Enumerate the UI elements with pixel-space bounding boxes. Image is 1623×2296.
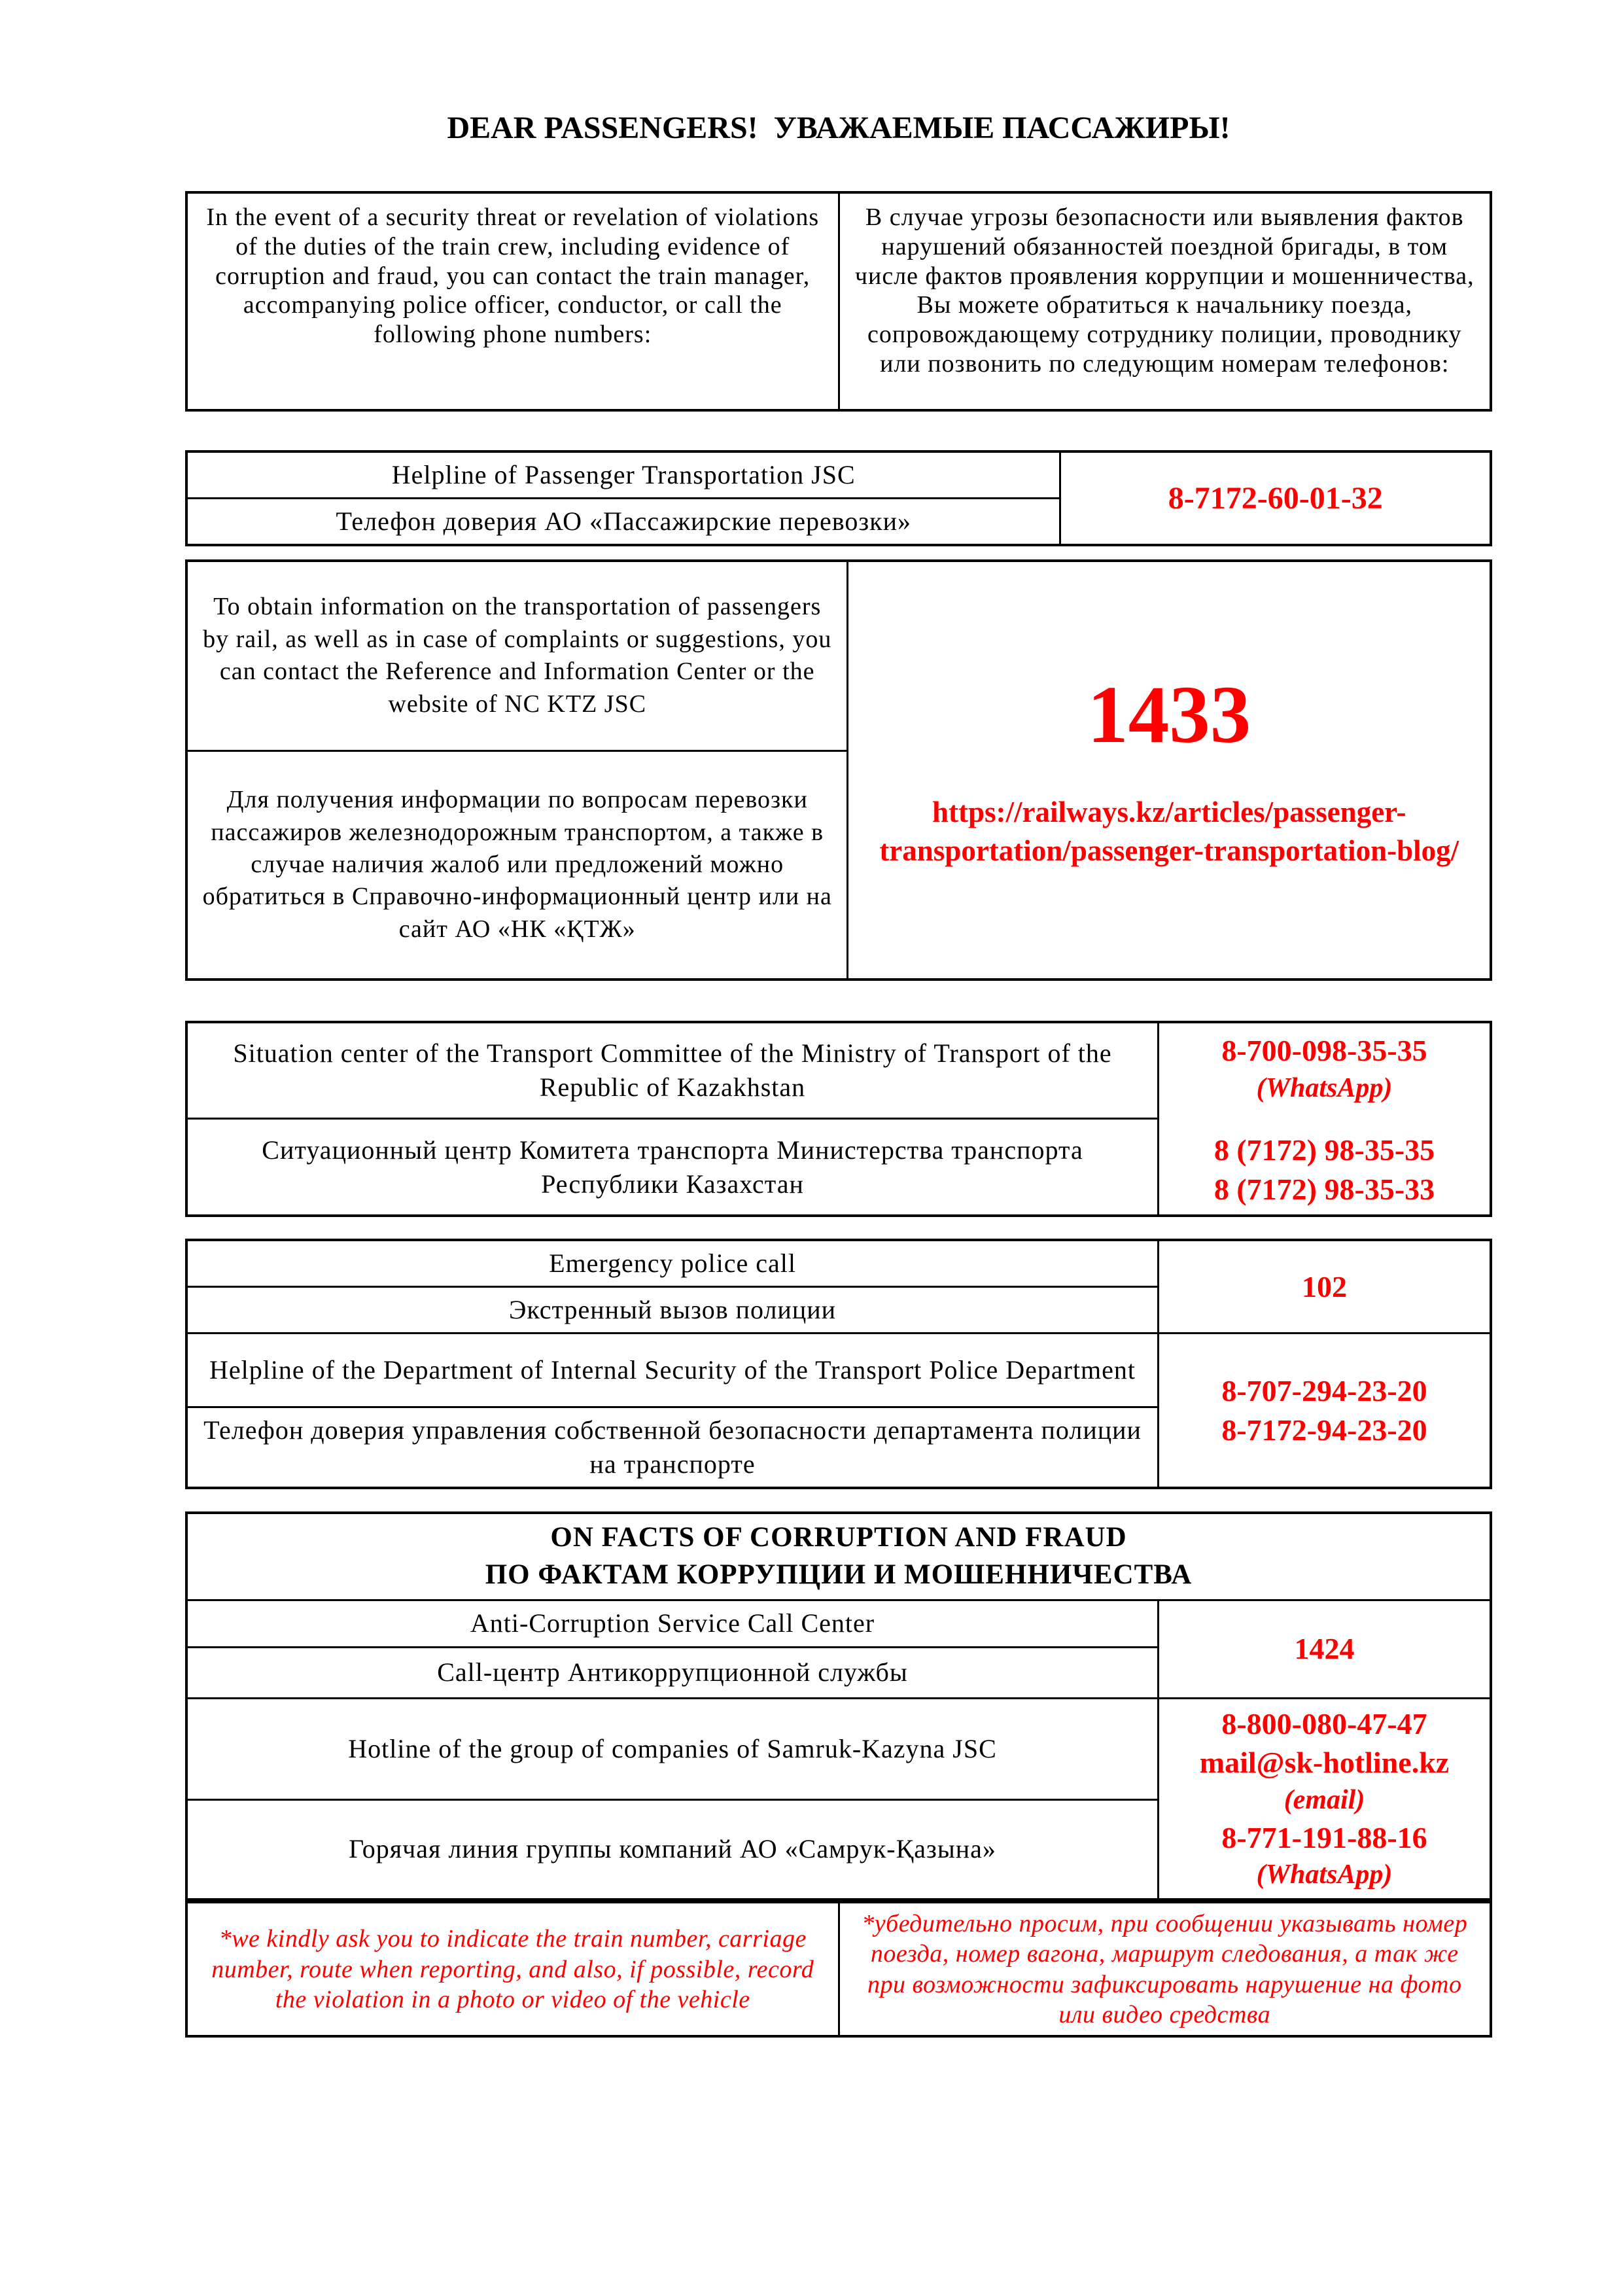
situation-cell-ru xyxy=(186,1119,1159,1216)
police-helpline-phones-cell xyxy=(1159,1333,1491,1489)
samruk-whatsapp-caption: (WhatsApp) xyxy=(1256,1860,1393,1890)
samruk-hotline-cell-en xyxy=(186,1698,1159,1799)
footnote-text-en: *we kindly ask you to indicate the train number, carriage number, route when reporting, and also, if possible, record the violation in a photo or video of the vehicle xyxy=(211,1925,814,2013)
info-text-en: To obtain information on the transportation of passengers by rail, as well as in case of complaints or suggestions, you can contact the Reference and Information Center or the website of NC KTZ JSC xyxy=(203,593,832,718)
anticorruption-cell-ru xyxy=(186,1647,1159,1698)
footnote-text-ru: *убедительно просим, при сообщении указывать номер поезда, номер вагона, маршрут следования, а так же при возможности зафиксировать нарушение на фото или видео средства xyxy=(862,1910,1468,2029)
helpline-label-ru: Телефон доверия АО «Пассажирские перевозки» xyxy=(336,506,911,536)
footnote-cell-en xyxy=(186,1902,839,2036)
police-helpline-phone-1: 8-707-294-23-20 xyxy=(1221,1373,1427,1407)
samruk-whatsapp-phone: 8-771-191-88-16 xyxy=(1221,1820,1427,1854)
situation-phone-3: 8 (7172) 98-35-33 xyxy=(1213,1173,1435,1207)
helpline-cell-en xyxy=(186,451,1060,499)
anticorruption-row-en xyxy=(186,1600,1491,1647)
anticorruption-label-ru: Call-центр Антикоррупционной службы xyxy=(437,1657,908,1687)
police-helpline-label-ru: Телефон доверия управления собственной безопасности департамента полиции на транспорте xyxy=(203,1415,1142,1479)
samruk-hotline-label-ru: Горячая линия группы компаний АО «Самрук-Қазына» xyxy=(349,1834,996,1864)
helpline-cell-ru xyxy=(186,499,1060,546)
footnote-table xyxy=(185,1901,1492,2038)
anticorruption-phone: 1424 xyxy=(1294,1632,1355,1666)
police-table xyxy=(185,1239,1492,1489)
corruption-table xyxy=(185,1511,1492,1901)
samruk-contacts-cell xyxy=(1159,1698,1491,1899)
samruk-email: mail@sk-hotline.kz xyxy=(1199,1746,1450,1780)
info-url: https://railways.kz/articles/passenger-transportation/passenger-transportation-blog/ xyxy=(879,796,1459,867)
situation-label-ru: Ситуационный центр Комитета транспорта Министерства транспорта Республики Казахстан xyxy=(262,1135,1083,1199)
emergency-phone-cell xyxy=(1159,1240,1491,1333)
police-helpline-phone-2: 8-7172-94-23-20 xyxy=(1221,1413,1427,1447)
situation-phones-cell xyxy=(1159,1022,1491,1216)
helpline-row-en xyxy=(186,451,1491,499)
info-contact-cell xyxy=(848,561,1491,980)
intro-text-en: In the event of a security threat or revelation of violations of the duties of the train crew, including evidence of corruption and fraud, you can contact the train manager, accompanying police officer, conductor, or call the following phone numbers: xyxy=(206,203,820,349)
intro-text-ru: В случае угрозы безопасности или выявления фактов нарушений обязанностей поездной бригады, в том числе фактов проявления коррупции и мошенничества, Вы можете обратиться к начальнику поезда, сопровождающему сотруднику полиции, проводнику или позвонить по следующим номерам телефонов: xyxy=(854,203,1475,378)
corruption-header-cell xyxy=(186,1513,1491,1600)
samruk-hotline-label-en: Hotline of the group of companies of Samruk-Kazyna JSC xyxy=(348,1733,997,1763)
emergency-label-en: Emergency police call xyxy=(549,1248,796,1278)
situation-row-en xyxy=(186,1022,1491,1119)
info-text-ru: Для получения информации по вопросам перевозки пассажиров железнодорожным транспортом, а также в случае наличия жалоб или предложений можно обратиться в Справочно-информационный центр или на сайт АО «НК «ҚТЖ» xyxy=(202,786,832,943)
situation-cell-en xyxy=(186,1022,1159,1119)
info-row-en xyxy=(186,561,1491,751)
situation-phone-whatsapp: 8-700-098-35-35 xyxy=(1221,1034,1427,1067)
anticorruption-cell-en xyxy=(186,1600,1159,1647)
police-helpline-cell-ru xyxy=(186,1407,1159,1489)
anticorruption-phone-cell xyxy=(1159,1600,1491,1698)
emergency-label-ru: Экстренный вызов полиции xyxy=(508,1295,837,1324)
page-title: DEAR PASSENGERS! УВАЖАЕМЫЕ ПАССАЖИРЫ! xyxy=(447,111,1230,145)
footnote-cell-ru xyxy=(839,1902,1491,2036)
anticorruption-label-en: Anti-Corruption Service Call Center xyxy=(470,1608,875,1638)
helpline-phone-cell xyxy=(1060,451,1491,545)
situation-center-table xyxy=(185,1021,1492,1217)
info-cell-en xyxy=(186,561,848,751)
samruk-hotline-cell-ru xyxy=(186,1799,1159,1899)
info-cell-ru xyxy=(186,751,848,980)
corruption-header-row xyxy=(186,1513,1491,1600)
intro-row xyxy=(186,192,1491,410)
intro-cell-ru xyxy=(839,192,1491,410)
situation-phone-2: 8 (7172) 98-35-35 xyxy=(1213,1133,1435,1167)
samruk-email-caption: (email) xyxy=(1283,1785,1365,1816)
police-helpline-cell-en xyxy=(186,1333,1159,1407)
info-center-table xyxy=(185,559,1492,981)
helpline-phone: 8-7172-60-01-32 xyxy=(1168,481,1383,516)
footnote-row xyxy=(186,1902,1491,2036)
police-helpline-label-en: Helpline of the Department of Internal Security of the Transport Police Department xyxy=(209,1355,1136,1385)
samruk-hotline-row-en xyxy=(186,1698,1491,1799)
info-short-number: 1433 xyxy=(1087,669,1251,760)
intro-cell-en xyxy=(186,192,839,410)
emergency-phone: 102 xyxy=(1302,1269,1347,1303)
helpline-table xyxy=(185,450,1492,546)
emergency-cell-en xyxy=(186,1240,1159,1287)
helpline-label-en: Helpline of Passenger Transportation JSC xyxy=(391,460,856,489)
police-helpline-row-en xyxy=(186,1333,1491,1407)
intro-table xyxy=(185,191,1492,412)
situation-label-en: Situation center of the Transport Committee of the Ministry of Transport of the Republic of Kazakhstan xyxy=(233,1038,1112,1103)
corruption-header-en: ON FACTS OF CORRUPTION AND FRAUD xyxy=(550,1522,1127,1553)
emergency-row-en xyxy=(186,1240,1491,1287)
situation-whatsapp-caption: (WhatsApp) xyxy=(1256,1072,1393,1103)
corruption-header-ru: ПО ФАКТАМ КОРРУПЦИИ И МОШЕННИЧЕСТВА xyxy=(485,1559,1193,1590)
samruk-phone: 8-800-080-47-47 xyxy=(1221,1706,1427,1740)
emergency-cell-ru xyxy=(186,1287,1159,1333)
